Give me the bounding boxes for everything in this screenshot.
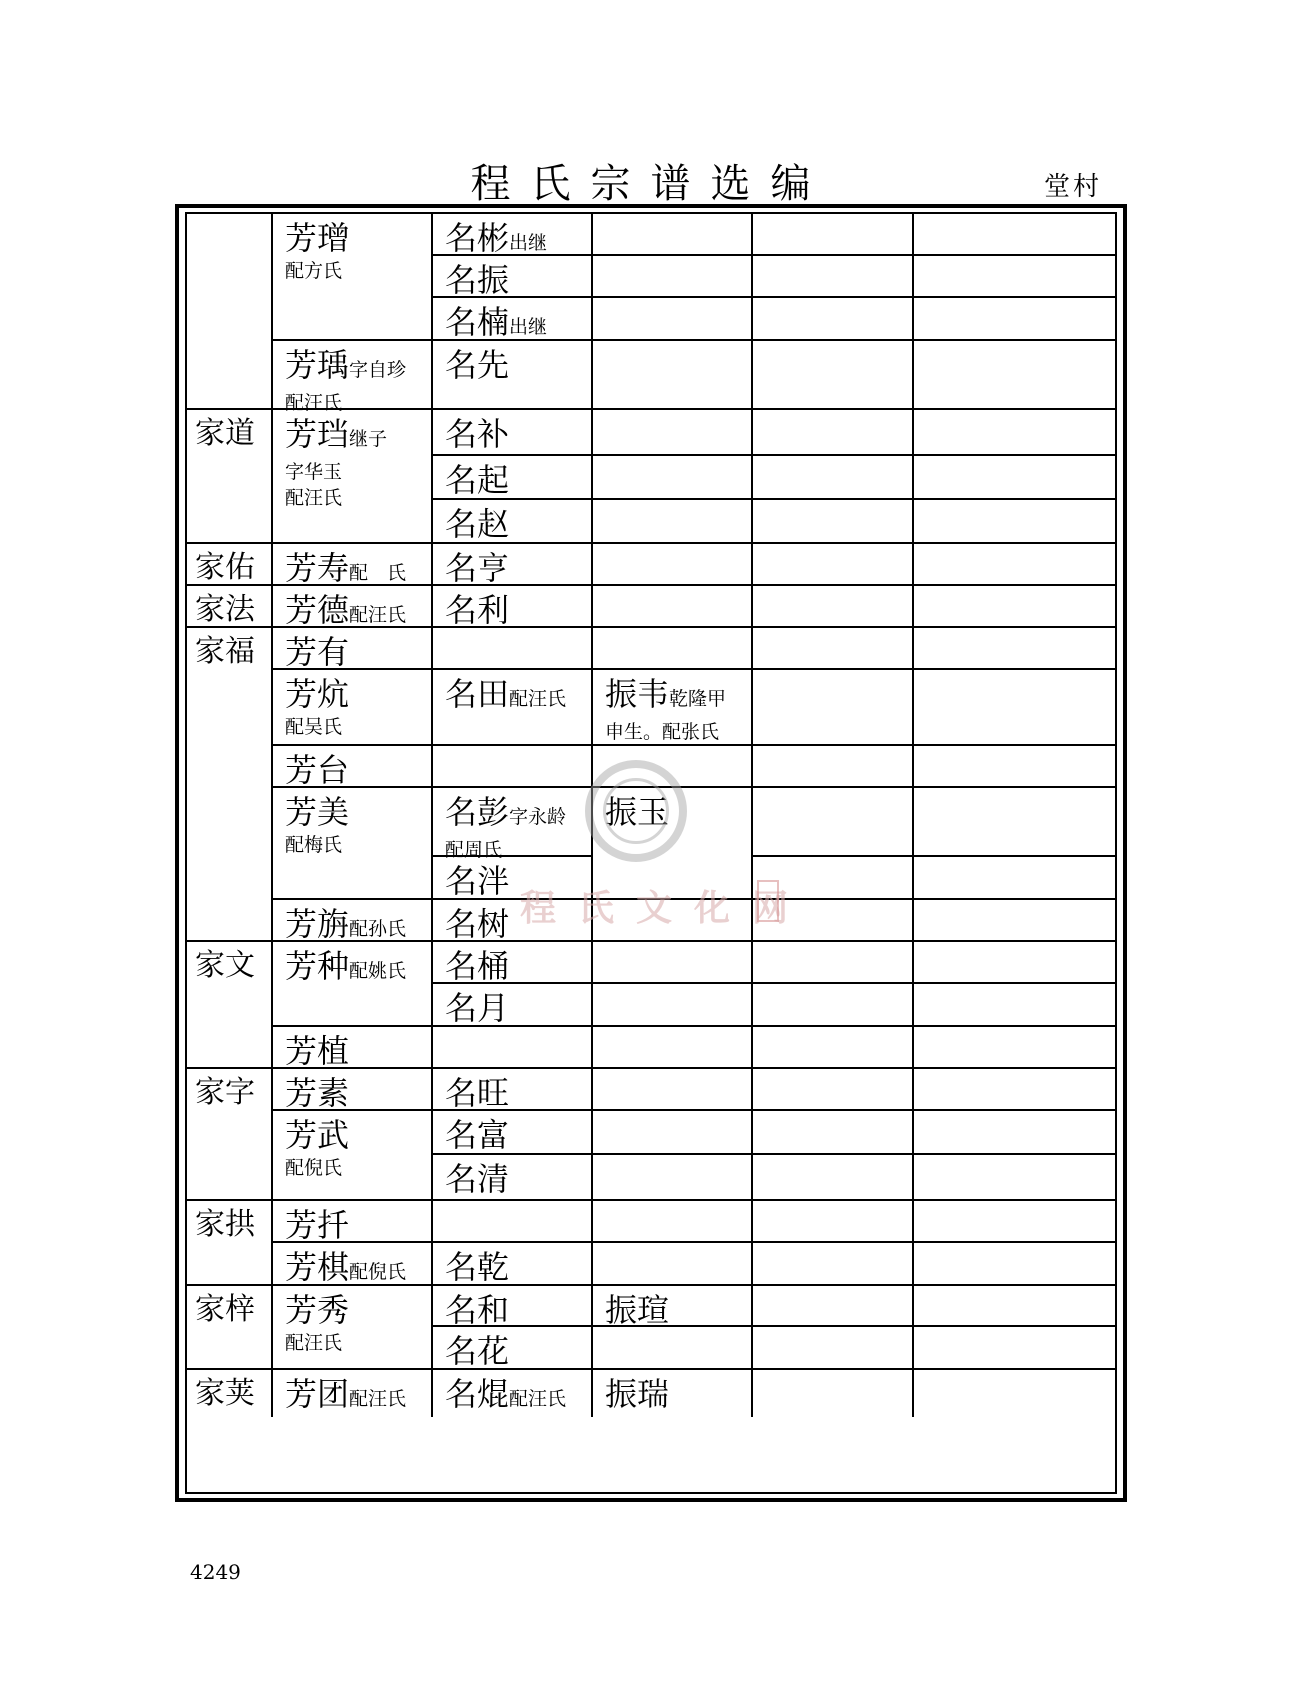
empty-generation-cell <box>753 214 914 256</box>
fang-generation-cell <box>273 942 433 1027</box>
jia-name: 家福 <box>195 634 255 669</box>
fang-generation-cell <box>273 1370 433 1417</box>
zhen-name <box>605 674 751 719</box>
jia-generation-cell <box>187 1370 273 1417</box>
fang-generation-cell <box>273 1286 433 1370</box>
empty-generation-cell <box>914 500 1115 544</box>
ming-name <box>445 1374 591 1419</box>
fang-name-text: 芳璔 <box>285 219 350 257</box>
ming-name <box>445 1115 591 1155</box>
empty-generation-cell <box>753 410 914 456</box>
zhen-generation-cell <box>593 1286 753 1327</box>
fang-name-text: 芳植 <box>285 1032 350 1070</box>
fang-generation-cell <box>273 1243 433 1286</box>
fang-note: 配 氏 <box>349 562 407 584</box>
fang-generation-cell <box>273 410 433 544</box>
jia-name: 家佑 <box>195 550 255 585</box>
ming-name <box>445 946 591 986</box>
ming-name-text: 名旺 <box>445 1074 510 1112</box>
zhen-generation-cell <box>593 1243 753 1286</box>
ming-generation-cell <box>433 456 593 500</box>
fang-name-text: 芳有 <box>285 633 350 671</box>
fang-name <box>285 792 431 832</box>
fang-generation-cell <box>273 341 433 414</box>
empty-generation-cell <box>914 628 1115 670</box>
fang-generation-cell <box>273 670 433 746</box>
empty-generation-cell <box>914 1327 1115 1370</box>
empty-generation-cell <box>753 1155 914 1201</box>
village-label: 堂村 <box>1044 172 1103 202</box>
ming-name-text: 名月 <box>445 989 510 1027</box>
ming-name <box>445 1290 591 1330</box>
ming-name-text: 名彭 <box>445 793 510 831</box>
zhen-generation-cell <box>593 500 753 544</box>
empty-generation-cell <box>753 544 914 586</box>
empty-generation-cell <box>914 1201 1115 1243</box>
fang-name-text: 芳武 <box>285 1116 350 1154</box>
empty-generation-cell <box>914 298 1115 341</box>
fang-name-text: 芳美 <box>285 793 350 831</box>
ming-name-text: 名乾 <box>445 1248 510 1286</box>
empty-generation-cell <box>914 1370 1115 1417</box>
empty-generation-cell <box>753 1243 914 1286</box>
ming-name <box>445 1331 591 1371</box>
zhen-generation-cell <box>593 1111 753 1155</box>
fang-detail: 配汪氏 <box>285 487 343 509</box>
fang-name <box>285 1290 431 1330</box>
ming-generation-cell <box>433 256 593 298</box>
fang-detail: 配吴氏 <box>285 716 343 738</box>
zhen-generation-cell <box>593 1027 753 1069</box>
ming-name <box>445 1159 591 1199</box>
fang-name-text: 芳素 <box>285 1074 350 1112</box>
zhen-generation-cell <box>593 410 753 456</box>
watermark-seal-icon <box>585 760 687 862</box>
empty-generation-cell <box>753 1327 914 1370</box>
empty-generation-cell <box>753 341 914 410</box>
ming-name-text: 名和 <box>445 1291 510 1329</box>
ming-name <box>445 548 591 588</box>
zhen-generation-cell <box>593 586 753 628</box>
ming-name-text: 名楠 <box>445 303 510 341</box>
ming-generation-cell <box>433 214 593 256</box>
zhen-note: 乾隆甲 <box>669 688 727 710</box>
ming-generation-cell <box>433 1327 593 1370</box>
zhen-generation-cell <box>593 670 753 746</box>
fang-name-text: 芳寿 <box>285 549 350 587</box>
zhen-generation-cell <box>593 544 753 586</box>
ming-name-text: 名焜 <box>445 1375 510 1413</box>
ming-name-text: 名赵 <box>445 505 510 543</box>
zhen-name <box>605 1374 751 1414</box>
ming-generation-cell <box>433 1069 593 1111</box>
fang-generation-cell <box>273 628 433 670</box>
ming-note: 配汪氏 <box>509 1388 567 1410</box>
ming-generation-cell <box>433 1111 593 1155</box>
jia-generation-cell <box>187 1069 273 1201</box>
empty-generation-cell <box>914 1027 1115 1069</box>
empty-generation-cell <box>914 544 1115 586</box>
empty-generation-cell <box>914 788 1115 857</box>
fang-name-text: 芳棋 <box>285 1248 350 1286</box>
ming-name <box>445 460 591 500</box>
empty-generation-cell <box>914 1069 1115 1111</box>
ming-generation-cell <box>433 1370 593 1417</box>
fang-note: 配姚氏 <box>349 960 407 982</box>
fang-name-text: 芳扦 <box>285 1206 350 1244</box>
zhen-generation-cell <box>593 456 753 500</box>
ming-name-text: 名清 <box>445 1160 510 1198</box>
ming-generation-cell <box>433 942 593 984</box>
jia-generation-cell <box>187 628 273 942</box>
ming-note: 出继 <box>509 316 548 338</box>
fang-note: 配汪氏 <box>349 1388 407 1410</box>
zhen-name-text: 振瑄 <box>605 1291 670 1329</box>
ming-name-text: 名振 <box>445 261 510 299</box>
page-title: 程氏宗谱选编 <box>470 161 831 207</box>
ming-generation-cell <box>433 298 593 341</box>
ming-generation-cell <box>433 1286 593 1327</box>
zhen-generation-cell <box>593 298 753 341</box>
empty-generation-cell <box>753 298 914 341</box>
ming-name-text: 名亨 <box>445 549 510 587</box>
fang-generation-cell <box>273 1069 433 1111</box>
fang-name-text: 芳炕 <box>285 675 350 713</box>
ming-generation-cell <box>433 1243 593 1286</box>
jia-name: 家道 <box>195 416 255 451</box>
empty-generation-cell <box>753 1111 914 1155</box>
zhen-generation-cell <box>593 1327 753 1370</box>
empty-generation-cell <box>914 900 1115 942</box>
ming-name <box>445 590 591 630</box>
empty-generation-cell <box>914 746 1115 788</box>
empty-generation-cell <box>753 1201 914 1243</box>
jia-name: 家字 <box>195 1075 255 1110</box>
ming-name-text: 名富 <box>445 1116 510 1154</box>
jia-name: 家拱 <box>195 1207 255 1242</box>
fang-note: 配汪氏 <box>349 604 407 626</box>
empty-generation-cell <box>753 942 914 984</box>
fang-generation-cell <box>273 1027 433 1069</box>
ming-generation-cell <box>433 1155 593 1201</box>
empty-generation-cell <box>914 214 1115 256</box>
ming-name-text: 名利 <box>445 591 510 629</box>
empty-generation-cell <box>753 628 914 670</box>
ming-generation-cell <box>433 410 593 456</box>
empty-generation-cell <box>914 410 1115 456</box>
ming-name-text: 名花 <box>445 1332 510 1370</box>
fang-name <box>285 632 431 672</box>
jia-generation-cell <box>187 214 273 410</box>
jia-generation-cell <box>187 586 273 628</box>
zhen-generation-cell <box>593 341 753 410</box>
jia-name: 家法 <box>195 592 255 627</box>
fang-name-text: 芳种 <box>285 947 350 985</box>
fang-name <box>285 674 431 714</box>
fang-name <box>285 750 431 790</box>
zhen-generation-cell <box>593 256 753 298</box>
empty-generation-cell <box>914 670 1115 746</box>
zhen-generation-cell <box>593 214 753 256</box>
fang-note: 配孙氏 <box>349 918 407 940</box>
fang-detail: 配梅氏 <box>285 834 343 856</box>
ming-name <box>445 1073 591 1113</box>
fang-name <box>285 414 431 459</box>
fang-generation-cell <box>273 746 433 788</box>
zhen-generation-cell <box>593 984 753 1027</box>
ming-name-text: 名先 <box>445 346 510 384</box>
ming-name-text: 名补 <box>445 415 510 453</box>
fang-name <box>285 1031 431 1071</box>
ming-name-text: 名桶 <box>445 947 510 985</box>
empty-generation-cell <box>914 857 1115 900</box>
fang-name <box>285 218 431 258</box>
zhen-detail: 申生。配张氏 <box>605 721 720 743</box>
watermark-stamp-icon <box>757 880 779 922</box>
jia-generation-cell <box>187 1286 273 1370</box>
fang-name-text: 芳珰 <box>285 415 350 453</box>
empty-generation-cell <box>753 500 914 544</box>
jia-generation-cell <box>187 942 273 1069</box>
fang-name-text: 芳秀 <box>285 1291 350 1329</box>
fang-detail: 配倪氏 <box>285 1157 343 1179</box>
empty-generation-cell <box>753 746 914 788</box>
empty-generation-cell <box>753 788 914 857</box>
ming-name <box>445 988 591 1028</box>
fang-note: 字自珍 <box>349 359 407 381</box>
fang-detail: 配汪氏 <box>285 1332 343 1354</box>
ming-generation-cell <box>433 500 593 544</box>
ming-name-text: 名泮 <box>445 862 510 900</box>
ming-generation-cell <box>433 586 593 628</box>
fang-name-text: 芳旃 <box>285 905 350 943</box>
empty-generation-cell <box>753 456 914 500</box>
empty-generation-cell <box>914 1243 1115 1286</box>
fang-name <box>285 1374 431 1419</box>
ming-name <box>445 1247 591 1287</box>
zhen-name-text: 振瑞 <box>605 1375 670 1413</box>
empty-generation-cell <box>753 256 914 298</box>
zhen-name-text: 振玉 <box>605 793 670 831</box>
fang-name-text: 芳德 <box>285 591 350 629</box>
zhen-name <box>605 1290 751 1330</box>
fang-generation-cell <box>273 1201 433 1243</box>
fang-generation-cell <box>273 586 433 628</box>
fang-generation-cell <box>273 544 433 586</box>
empty-generation-cell <box>914 456 1115 500</box>
empty-generation-cell <box>753 586 914 628</box>
zhen-generation-cell <box>593 1069 753 1111</box>
fang-name-text: 芳瑀 <box>285 346 350 384</box>
zhen-name-text: 振韦 <box>605 675 670 713</box>
ming-generation-cell <box>433 984 593 1027</box>
fang-generation-cell <box>273 214 433 341</box>
ming-name <box>445 414 591 454</box>
zhen-generation-cell <box>593 1201 753 1243</box>
empty-generation-cell <box>914 1111 1115 1155</box>
watermark-text: 程氏文化网 <box>520 887 811 929</box>
zhen-generation-cell <box>593 942 753 984</box>
empty-generation-cell <box>753 1069 914 1111</box>
fang-detail: 配方氏 <box>285 260 343 282</box>
fang-generation-cell <box>273 788 433 900</box>
ming-generation-cell <box>433 746 593 788</box>
jia-generation-cell <box>187 1201 273 1286</box>
fang-note: 配倪氏 <box>349 1261 407 1283</box>
empty-generation-cell <box>914 1155 1115 1201</box>
fang-name-text: 芳台 <box>285 751 350 789</box>
fang-detail: 配汪氏 <box>285 392 343 414</box>
jia-name: 家梓 <box>195 1292 255 1327</box>
ming-detail: 配周氏 <box>445 839 503 861</box>
jia-name: 家荚 <box>195 1376 255 1411</box>
ming-note: 配汪氏 <box>509 688 567 710</box>
ming-generation-cell <box>433 628 593 670</box>
ming-generation-cell <box>433 1027 593 1069</box>
empty-generation-cell <box>914 942 1115 984</box>
ming-name <box>445 504 591 544</box>
ming-note: 字永龄 <box>509 806 567 828</box>
ming-generation-cell <box>433 1201 593 1243</box>
ming-name <box>445 674 591 719</box>
jia-generation-cell <box>187 410 273 544</box>
empty-generation-cell <box>914 1286 1115 1327</box>
empty-generation-cell <box>753 1286 914 1327</box>
empty-generation-cell <box>753 1370 914 1417</box>
empty-generation-cell <box>753 984 914 1027</box>
ming-generation-cell <box>433 341 593 410</box>
ming-generation-cell <box>433 788 593 861</box>
fang-name-text: 芳团 <box>285 1375 350 1413</box>
empty-generation-cell <box>753 670 914 746</box>
fang-name <box>285 345 431 390</box>
empty-generation-cell <box>914 586 1115 628</box>
ming-name-text: 名起 <box>445 461 510 499</box>
empty-generation-cell <box>914 341 1115 410</box>
ming-name <box>445 345 591 385</box>
empty-generation-cell <box>914 984 1115 1027</box>
ming-generation-cell <box>433 544 593 586</box>
ming-name <box>445 792 591 837</box>
fang-name <box>285 1205 431 1245</box>
empty-generation-cell <box>753 1027 914 1069</box>
fang-generation-cell <box>273 900 433 942</box>
ming-name-text: 名树 <box>445 905 510 943</box>
ming-generation-cell <box>433 670 593 746</box>
zhen-generation-cell <box>593 628 753 670</box>
fang-name <box>285 1115 431 1155</box>
fang-note: 继子 <box>349 428 388 450</box>
fang-name <box>285 1073 431 1113</box>
zhen-generation-cell <box>593 1370 753 1417</box>
jia-name: 家文 <box>195 948 255 983</box>
ming-name <box>445 260 591 300</box>
ming-name-text: 名彬 <box>445 219 510 257</box>
empty-generation-cell <box>914 256 1115 298</box>
ming-note: 出继 <box>509 232 548 254</box>
page-number: 4249 <box>190 1560 241 1584</box>
jia-generation-cell <box>187 544 273 586</box>
fang-generation-cell <box>273 1111 433 1201</box>
zhen-generation-cell <box>593 1155 753 1201</box>
ming-name-text: 名田 <box>445 675 510 713</box>
fang-detail: 字华玉 <box>285 461 343 483</box>
fang-name <box>285 946 431 991</box>
